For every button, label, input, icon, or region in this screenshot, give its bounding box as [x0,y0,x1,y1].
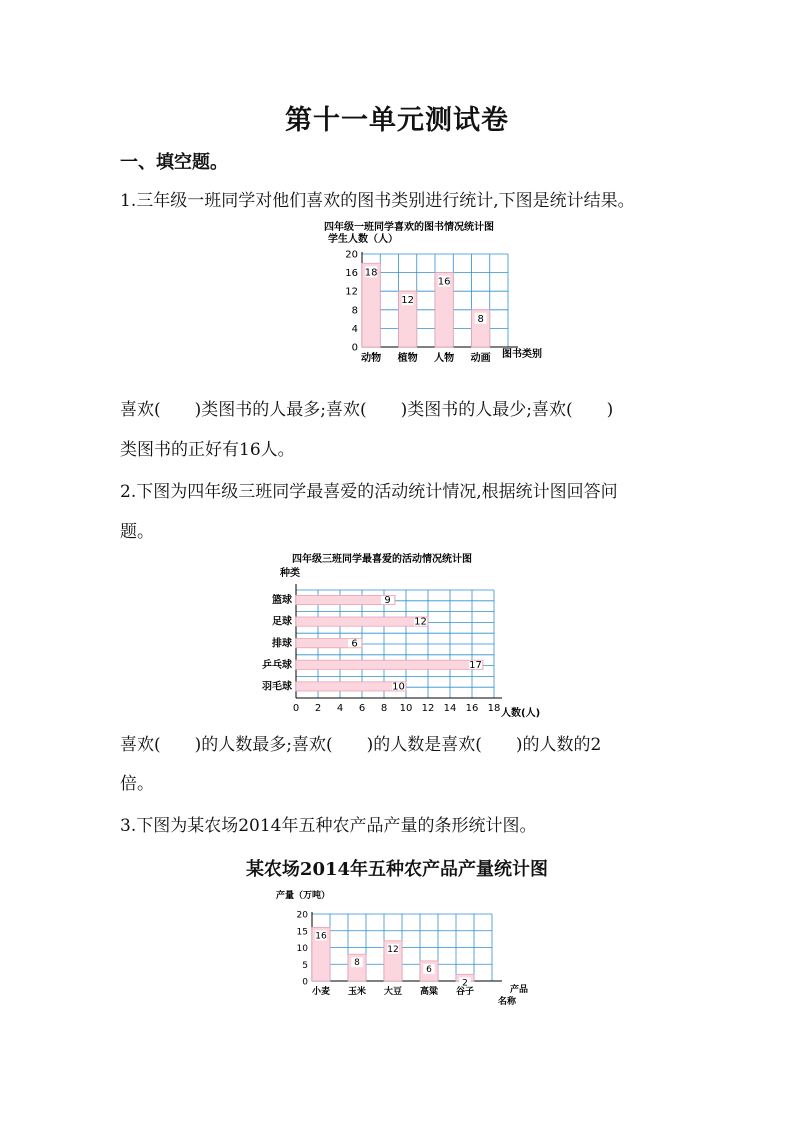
category-label: 篮球 [272,595,292,607]
x-tick-label: 18 [487,703,501,714]
bar [296,595,395,607]
q1-fill-line2: 类图书的正好有16人。 [120,440,295,460]
value-label: 8 [354,958,360,969]
x-tick-label: 14 [443,703,457,714]
category-label: 羽毛球 [262,681,292,693]
category-label: 排球 [272,638,292,650]
value-label: 6 [351,638,358,650]
value-label: 12 [414,616,427,628]
y-tick-label: 10 [296,944,308,954]
q2-prompt-line2: 题。 [120,522,154,542]
category-label: 动画 [470,353,491,364]
chart1-title: 四年级一班同学喜欢的图书情况统计图 [324,222,494,233]
chart2-ylabel: 种类 [280,568,300,579]
category-label: 高粱 [419,987,439,997]
value-label: 17 [469,659,482,671]
q1-prompt: 1.三年级一班同学对他们喜欢的图书类别进行统计,下图是统计结果。 [120,191,635,211]
bar [296,617,428,626]
category-label: 乒乓球 [262,659,292,671]
chart-book-preferences [320,218,570,364]
page-title: 第十一单元测试卷 [285,105,509,136]
value-label: 10 [392,681,405,693]
category-label: 人物 [434,353,455,364]
y-tick-label: 20 [296,910,308,921]
x-tick-label: 2 [314,703,322,714]
q2-prompt-line1: 2.下图为四年级三班同学最喜爱的活动统计情况,根据统计图回答问 [120,482,618,502]
y-tick-label: 8 [351,305,358,317]
y-tick-label: 20 [345,249,358,261]
chart1-xlabel: 图书类别 [502,349,542,360]
y-tick-label: 0 [302,977,308,988]
y-tick-label: 12 [345,286,358,298]
x-tick-label: 10 [399,703,413,714]
x-tick-label: 8 [380,703,388,714]
category-label: 植物 [397,353,418,364]
bar [296,682,406,691]
category-label: 玉米 [347,987,367,997]
section-heading: 一、填空题。 [120,152,228,173]
value-label: 12 [401,295,414,307]
chart1-ylabel: 学生人数（人） [328,234,398,245]
q2-fill-line2: 倍。 [120,774,154,794]
chart2-xlabel: 人数(人) [501,708,541,719]
y-tick-label: 15 [296,927,308,938]
y-tick-label: 16 [345,268,358,280]
category-label: 谷子 [455,987,475,997]
category-label: 大豆 [383,987,403,997]
value-label: 6 [426,964,432,975]
value-label: 2 [462,978,468,989]
q2-fill-line1: 喜欢( )的人数最多;喜欢( )的人数是喜欢( )的人数的2 [120,735,602,755]
x-tick-label: 16 [465,703,479,714]
category-label: 动物 [361,353,382,364]
category-label: 小麦 [311,987,331,997]
chart3-xlabel-line1: 产品 [510,985,529,995]
x-tick-label: 12 [421,703,435,714]
y-tick-label: 4 [351,323,358,335]
bar [296,660,483,669]
q3-prompt: 3.下图为某农场2014年五种农产品产量的条形统计图。 [120,816,537,836]
chart-activity-preferences [258,550,548,722]
category-label: 足球 [272,616,292,628]
chart3-xlabel-line2: 名称 [498,997,517,1007]
y-tick-label: 5 [302,960,308,971]
x-tick-label: 0 [292,703,300,714]
y-tick-label: 0 [351,342,358,354]
q1-fill-line1: 喜欢( )类图书的人最多;喜欢( )类图书的人最少;喜欢( ) [120,400,614,420]
chart3-ylabel: 产量（万吨） [276,891,331,901]
x-tick-label: 4 [336,703,344,714]
value-label: 9 [384,595,391,607]
chart2-title: 四年级三班同学最喜爱的活动情况统计图 [292,554,472,565]
value-label: 16 [315,931,327,942]
x-tick-label: 6 [358,703,366,714]
value-label: 8 [477,313,484,325]
value-label: 16 [437,276,451,288]
chart-farm-production [270,888,530,1012]
value-label: 18 [364,267,378,279]
chart3-title: 某农场2014年五种农产品产量统计图 [245,859,549,880]
value-label: 12 [387,944,399,955]
